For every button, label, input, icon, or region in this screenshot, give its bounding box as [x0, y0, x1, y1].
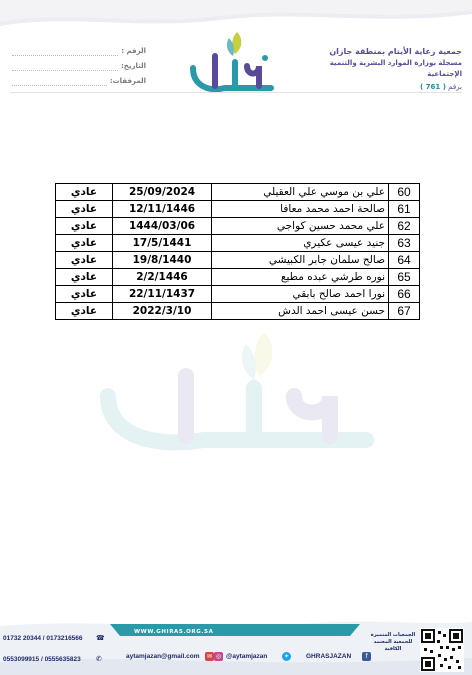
- accreditation-badge: الجمعيات المتميزة للجمعية المعتمد الكافية: [370, 632, 416, 652]
- website-link[interactable]: WWW.GHIRAS.ORG.SA: [134, 629, 214, 635]
- phone-icon: ☎: [96, 634, 105, 642]
- record-date: 2/2/1446: [113, 269, 212, 286]
- status-cell: عادي: [56, 201, 113, 218]
- beneficiary-name: علي محمد حسين كواجي: [212, 218, 389, 235]
- license-label: برقم: [448, 83, 462, 91]
- organization-info: [302, 46, 462, 94]
- license-number: ( 761 ): [420, 83, 446, 91]
- mobile-numbers: 0553099915 / 0555635823: [3, 656, 81, 663]
- landline-numbers: 01732 20344 / 0173216566: [3, 635, 83, 642]
- beneficiary-name: نوره طرشي عبده مطيع: [212, 269, 389, 286]
- beneficiary-name: صالحة احمد محمد معافا: [212, 201, 389, 218]
- record-date: 17/5/1441: [113, 235, 212, 252]
- email-link[interactable]: aytamjazan@gmail.com: [126, 653, 200, 660]
- facebook-icon: f: [362, 652, 371, 661]
- row-number: 62: [389, 218, 420, 235]
- status-cell: عادي: [56, 184, 113, 201]
- row-number: 64: [389, 252, 420, 269]
- facebook-handle[interactable]: GHRASJAZAN: [306, 653, 352, 660]
- social-handle[interactable]: @aytamjazan: [226, 653, 268, 660]
- row-number: 60: [389, 184, 420, 201]
- twitter-icon: ✦: [283, 653, 290, 660]
- ghiras-logo: [185, 28, 277, 100]
- beneficiary-name: صالح سلمان جابر الكبيشي: [212, 252, 389, 269]
- date-row: [12, 59, 146, 72]
- table-row: [56, 252, 420, 269]
- row-number: 66: [389, 286, 420, 303]
- status-cell: عادي: [56, 286, 113, 303]
- qr-code-icon: [420, 628, 464, 672]
- status-cell: عادي: [56, 235, 113, 252]
- table-row: [56, 184, 420, 201]
- ghiras-watermark: [94, 326, 384, 456]
- row-number: 63: [389, 235, 420, 252]
- row-number: 67: [389, 303, 420, 320]
- beneficiary-name: جنيد عيسى عكيري: [212, 235, 389, 252]
- table-row: [56, 235, 420, 252]
- row-number: 61: [389, 201, 420, 218]
- attachments-row: [12, 74, 146, 87]
- beneficiary-name: حسن عيسى احمد الدش: [212, 303, 389, 320]
- date-line: [12, 61, 118, 71]
- org-registration: مسجلة بوزارة الموارد البشرية والتنمية الإجتماعية: [329, 59, 462, 78]
- table-body: [56, 184, 420, 320]
- beneficiaries-table: [55, 183, 420, 320]
- record-date: 19/8/1440: [113, 252, 212, 269]
- mobile-icon: ✆: [96, 655, 102, 663]
- header-divider: [10, 92, 462, 93]
- record-date: 25/09/2024: [113, 184, 212, 201]
- reference-fields: [12, 44, 146, 89]
- ref-number-row: [12, 44, 146, 57]
- status-cell: عادي: [56, 218, 113, 235]
- row-number: 65: [389, 269, 420, 286]
- attachments-label: المرفقات:: [109, 76, 146, 85]
- instagram-icon: ◎: [215, 653, 222, 660]
- table-row: [56, 201, 420, 218]
- footer: [0, 618, 472, 675]
- status-cell: عادي: [56, 252, 113, 269]
- email-icon: ✉: [206, 653, 213, 660]
- attachments-line: [12, 76, 107, 86]
- table-row: [56, 303, 420, 320]
- beneficiary-name: علي بن موسي علي العقيلي: [212, 184, 389, 201]
- status-cell: عادي: [56, 303, 113, 320]
- beneficiary-name: نورا احمد صالح بابقي: [212, 286, 389, 303]
- table-row: [56, 218, 420, 235]
- record-date: 1444/03/06: [113, 218, 212, 235]
- record-date: 22/11/1437: [113, 286, 212, 303]
- record-date: 2022/3/10: [113, 303, 212, 320]
- table-row: [56, 286, 420, 303]
- date-label: التاريخ:: [120, 61, 146, 70]
- table-row: [56, 269, 420, 286]
- ref-number-label: الرقم :: [121, 46, 146, 55]
- ref-number-line: [12, 46, 118, 56]
- org-name: جمعية رعاية الأيتام بمنطقة جازان: [329, 47, 462, 56]
- record-date: 12/11/1446: [113, 201, 212, 218]
- status-cell: عادي: [56, 269, 113, 286]
